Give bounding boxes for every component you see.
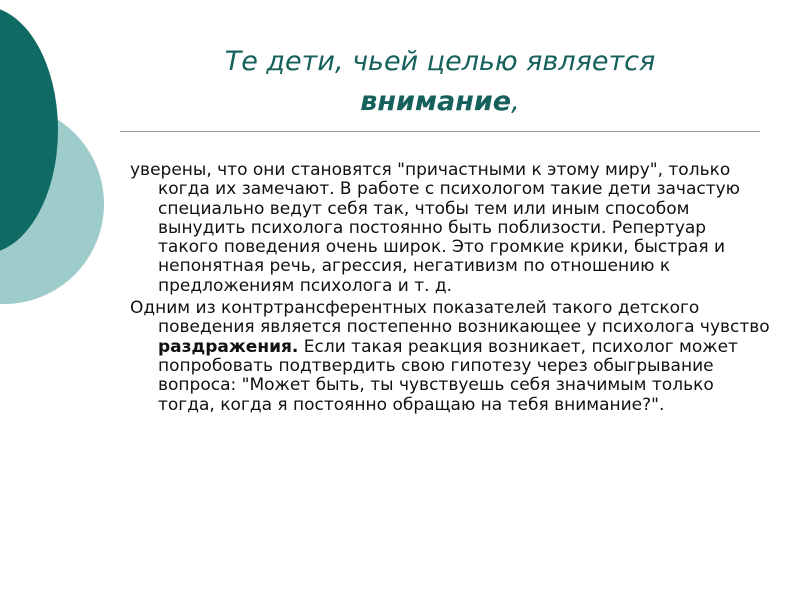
paragraph-2 xyxy=(130,299,770,415)
paragraph-2-text-after: Если такая реакция возникает, психолог может попробовать подтвердить свою гипотезу через обыгрывание вопроса: "Может быть, ты чувствуешь себя значимым только тогда, когда я постоянно обращаю на тебя внимание?". xyxy=(158,336,738,415)
decorative-circles xyxy=(0,0,120,330)
paragraph-1: уверены, что они становятся "причастными к этому миру", только когда их замечают. В работе с психологом такие дети зачастую специально ведут себя так, чтобы тем или иным способом вынудить психолога постоянно быть поблизости. Репертуар такого поведения очень широк. Это громкие крики, быстрая и непонятная речь, агрессия, негативизм по отношению к предложениям психолога и т. д. xyxy=(130,160,740,296)
title-divider xyxy=(120,131,760,132)
title-emphasis: внимание xyxy=(360,86,512,117)
paragraph-2-bold: раздражения. xyxy=(158,336,299,357)
title-comma: , xyxy=(511,86,520,117)
slide-body xyxy=(130,161,770,418)
paragraph-2-text-before: Одним из контртрансферентных показателей такого детского поведения является постепенно возникающее у психолога чувство xyxy=(130,298,770,338)
slide-title xyxy=(130,42,750,122)
title-line-1: Те дети, чьей целью является xyxy=(224,46,656,77)
